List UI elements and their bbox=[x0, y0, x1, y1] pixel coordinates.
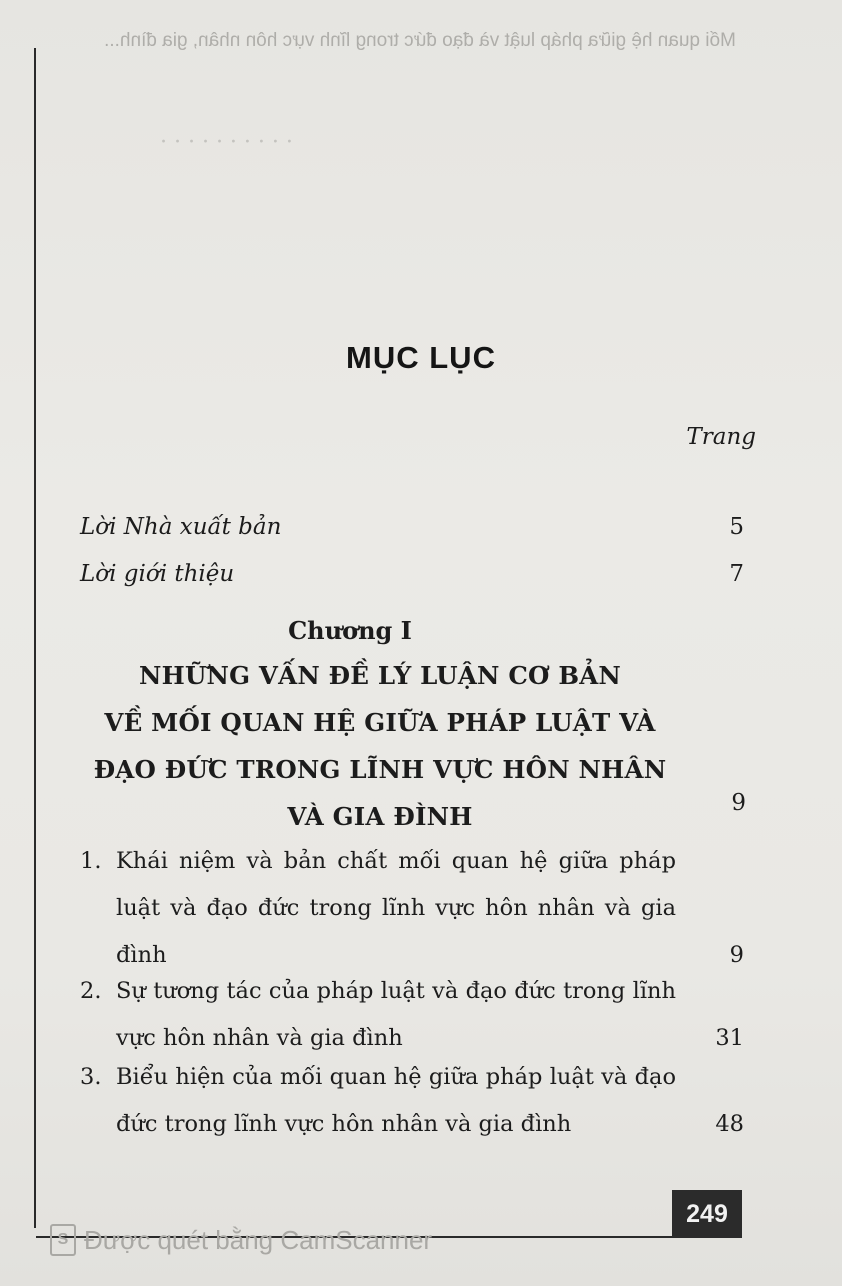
section-page: 48 bbox=[715, 1111, 744, 1137]
section-text: Khái niệm và bản chất mối quan hệ giữa pháp luật và đạo đức trong lĩnh vực hôn nhân và gia đình bbox=[116, 848, 676, 968]
chapter-page: 9 bbox=[731, 790, 746, 816]
toc-entry-label: Lời giới thiệu bbox=[80, 561, 235, 587]
running-head: Mối quan hệ giữa pháp luật và đạo đức trong lĩnh vực hôn nhân, gia đình... bbox=[104, 30, 736, 51]
section-number: 2. bbox=[80, 978, 102, 1004]
toc-entry-publisher bbox=[80, 514, 744, 540]
section-page: 31 bbox=[715, 1025, 744, 1051]
section-number: 3. bbox=[80, 1064, 102, 1090]
section-page: 9 bbox=[729, 942, 744, 968]
chapter-title-line: ĐẠO ĐỨC TRONG LĨNH VỰC HÔN NHÂN bbox=[93, 755, 667, 784]
toc-entry-introduction bbox=[80, 561, 744, 587]
section-text: Sự tương tác của pháp luật và đạo đức trong lĩnh vực hôn nhân và gia đình bbox=[116, 978, 676, 1051]
chapter-title-line: NHỮNG VẤN ĐỀ LÝ LUẬN CƠ BẢN bbox=[138, 661, 622, 690]
chapter-title bbox=[80, 652, 680, 840]
section-number: 1. bbox=[80, 848, 102, 874]
toc-entry-label: Lời Nhà xuất bản bbox=[80, 514, 282, 540]
toc-entry-page: 7 bbox=[729, 561, 744, 587]
chapter-title-line: VÀ GIA ĐÌNH bbox=[287, 802, 473, 831]
toc-section-3 bbox=[80, 1054, 744, 1148]
watermark-text: Được quét bằng CamScanner bbox=[84, 1224, 433, 1255]
chapter-title-line: VỀ MỐI QUAN HỆ GIỮA PHÁP LUẬT VÀ bbox=[104, 708, 656, 737]
show-through-text: · · · · · · · · · · bbox=[160, 130, 293, 155]
toc-entry-page: 5 bbox=[729, 514, 744, 540]
toc-section-1 bbox=[80, 838, 744, 979]
toc-section-2 bbox=[80, 968, 744, 1062]
page-number: 249 bbox=[672, 1190, 742, 1238]
trang-label: Trang bbox=[686, 424, 756, 450]
scanner-watermark bbox=[50, 1224, 432, 1256]
section-text: Biểu hiện của mối quan hệ giữa pháp luật và đạo đức trong lĩnh vực hôn nhân và gia đình bbox=[116, 1064, 676, 1137]
camscanner-icon: S bbox=[50, 1224, 76, 1256]
page-title: MỤC LỤC bbox=[346, 340, 496, 375]
chapter-number: Chương I bbox=[288, 616, 412, 645]
